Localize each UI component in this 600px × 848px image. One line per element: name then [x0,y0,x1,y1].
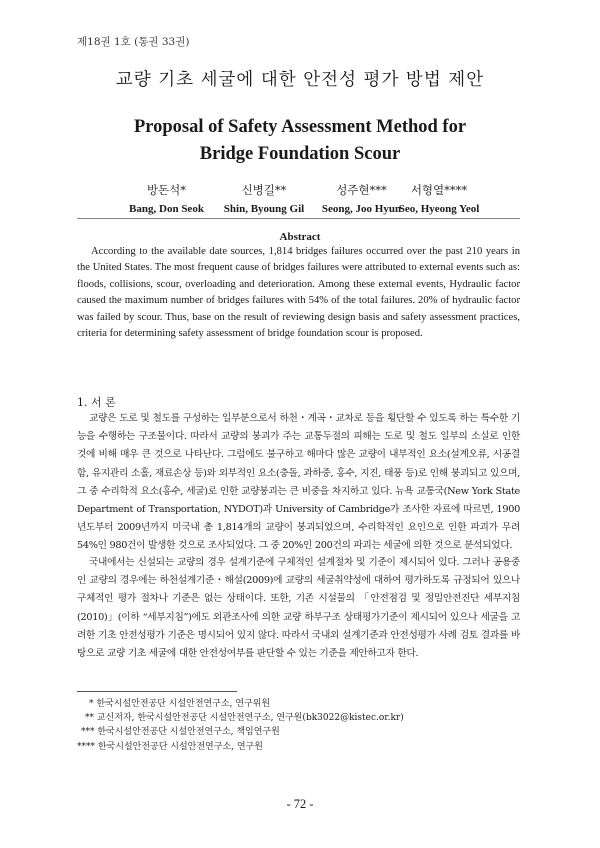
abstract-heading: Abstract [279,231,321,243]
english-title-line-2: Bridge Foundation Scour [199,144,401,164]
journal-volume-header: 제18권 1호 (통권 33권) [77,36,190,48]
author-1 [124,182,209,215]
footnote-1: * 한국시설안전공단 시설안전연구소, 연구위원 [89,699,271,709]
author-2 [219,182,309,215]
footnote-2: ** 교신저자, 한국시설안전공단 시설안전연구소, 연구원(bk3022@kistec.or.kr) [85,713,404,724]
korean-title: 교량 기초 세굴에 대한 안전성 평가 방법 제안 [115,70,485,90]
author-2-english-name: Shin, Byoung Gil [223,203,305,215]
footnote-4: **** 한국시설안전공단 시설안전연구소, 연구원 [77,741,263,752]
author-4 [389,182,489,215]
author-4-english-name: Seo, Hyeong Yeol [398,203,480,215]
section-heading-introduction: 1. 서 론 [77,396,116,409]
english-title-line-1: Proposal of Safety Assessment Method for [133,117,467,137]
footnote-rule [77,691,237,692]
abstract-text: According to the available date sources, 1,814 bridges failures occurred over the past 210 years in the United States. The most frequent cause of bridges failures were attributed to external events such as: floods, collisions, scour, overloading and deterioration. Among these external events, Hydraulic factor caused the maximum number of bridges failures with 54% of the total failures. 20% of hydraulic factor was failed by scour. Thus, base on the result of reviewing design basis and safety assessment practices, criteria for determining safety assessment of bridge foundation scour is proposed. [77,246,520,340]
author-3-english-name: Seong, Joo Hyun [321,203,402,215]
footnote-3: *** 한국시설안전공단 시설안전연구소, 책임연구원 [81,727,280,738]
abstract-top-rule [77,218,520,219]
english-title [0,114,600,168]
author-1-korean-name: 방돈석* [146,183,187,197]
page-number: - 72 - [286,797,314,811]
author-3-korean-name: 성주현*** [336,183,387,197]
author-4-korean-name: 서형열**** [410,183,468,197]
introduction-paragraph-1: 교량은 도로 및 철도를 구성하는 일부분으로서 하천・계곡・교차로 등을 횡단할 수 있도록 하는 특수한 기능을 수행하는 구조물이다. 따라서 교량의 붕괴가 주는 교통두절의 피해는 도로 및 철도 일부의 소실로 인한 것에 비해 매우 큰 것으로 나타난다. 그럼에도 불구하고 해마다 많은 교량이 내부적인 요소(설계오류, 시공결함, 유지관리 소홀, 재료손상 등)와 외부적인 요소(충돌, 과하중, 홍수, 지진, 태풍 등)로 인해 붕괴되고 있으며, 그 중 수리학적 요소(홍수, 세굴)로 인한 교량붕괴는 큰 비중을 차지하고 있다. 뉴욕 교통국(New York State Department of Transportation, NYDOT)과 University of Cambridge가 조사한 자료에 따르면, 1900년도부터 2009년까지 미국내 총 1,814개의 교량이 붕괴되었으며, 수리학적인 요인으로 인한 파괴가 무려 54%인 980건이 발생한 것으로 조사되었다. 그 중 20%인 200건의 파괴는 세굴에 의한 것으로 분석되었다. [77,413,520,552]
author-2-korean-name: 신병길** [241,183,287,197]
author-1-english-name: Bang, Don Seok [129,203,204,215]
introduction-paragraph-2: 국내에서는 신설되는 교량의 경우 설계기준에 구체적인 설계절차 및 기준이 제시되어 있다. 그러나 공용중인 교량의 경우에는 하천설계기준・해설(2009)에 교량의 세굴취약성에 대하여 평가하도록 규정되어 있으나 구체적인 평가 절차나 기준은 없는 상태이다. 또한, 기존 시설물의 「안전점검 및 정밀안전진단 세부지침(2010)」(이하 “세부지침”)에도 외관조사에 의한 교량 하부구조 상태평가기준이 제시되어 있으나 세굴을 고려한 기초 안전성평가 기준은 명시되어 있지 않다. 따라서 국내외 설계기준과 안전성평가 사례 검토 결과를 바탕으로 교량 기초 세굴에 대한 안전성여부를 판단할 수 있는 기준을 제안하고자 한다. [77,557,520,660]
footnotes [77,697,404,754]
